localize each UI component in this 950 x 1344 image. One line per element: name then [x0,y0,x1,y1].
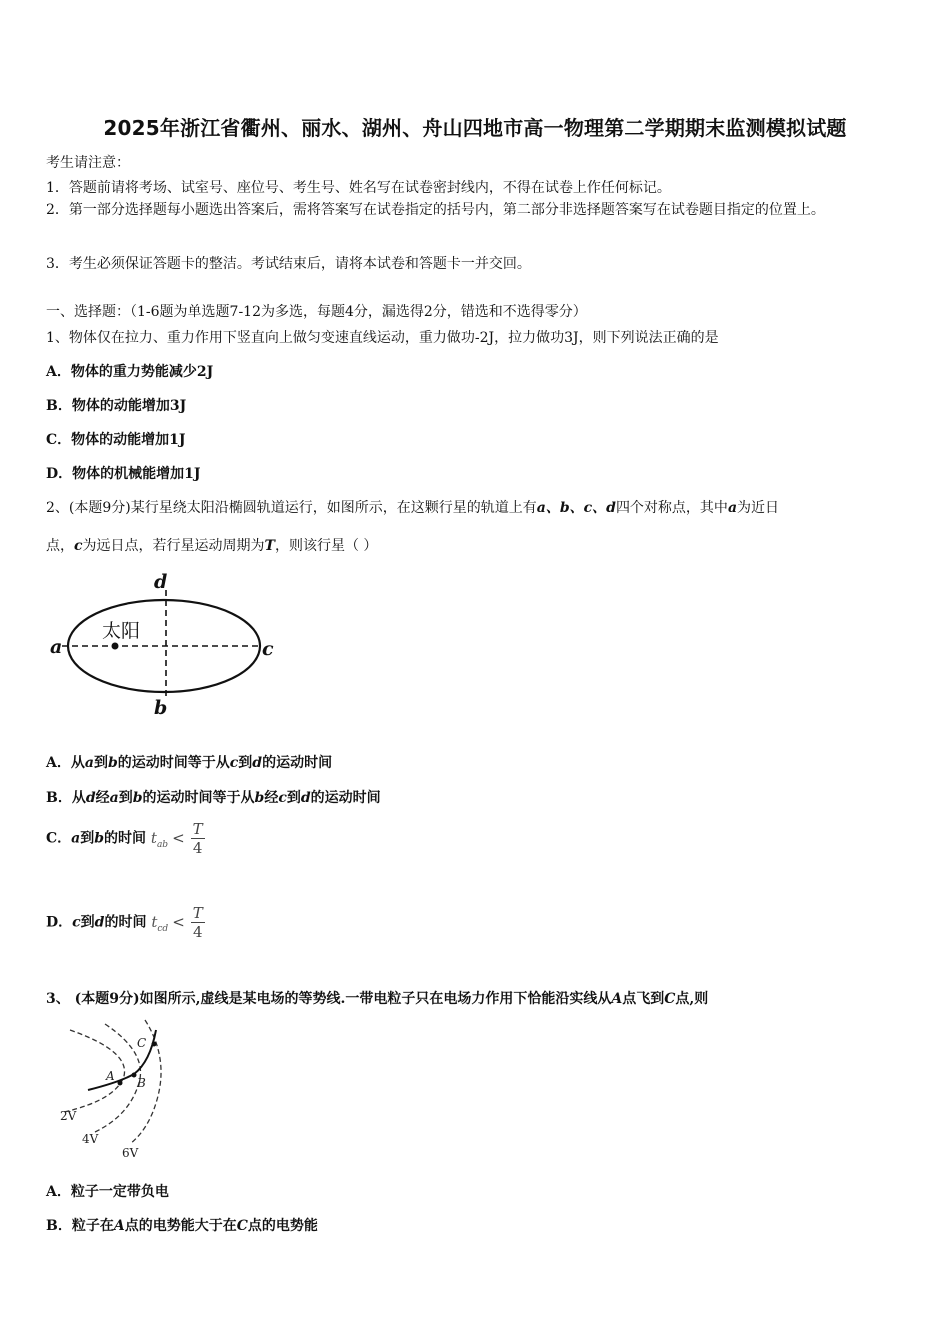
notice-item-2: 2．第一部分选择题每小题选出答案后，需将答案写在试卷指定的括号内，第二部分非选择题答案写在试卷题目指定的位置上。 [46,202,825,218]
q2-stem-text: ，则该行星（ ） [274,538,378,554]
q1-stem: 1、物体仅在拉力、重力作用下竖直向上做匀变速直线运动，重力做功-2J，拉力做功3J，则下列说法正确的是 [46,330,719,346]
q2-point-a: a [727,500,738,516]
label-C: C [137,1036,147,1050]
label-2v: 2V [60,1109,77,1123]
q2-stem-text: 为近日 [737,500,780,516]
point-b [132,1073,137,1078]
q3-option-b: B．粒子在A点的电势能大于在C点的电势能 [46,1218,318,1234]
sun-dot [112,643,119,650]
fraction-t-over-4: $\frac{T}{4}$ [192,820,203,857]
label-c: c [262,638,274,660]
label-6v: 6V [122,1146,139,1160]
label-4v: 4V [82,1132,99,1146]
label-d: d [154,571,168,593]
notice-item-3: 3．考生必须保证答题卡的整洁。考试结束后，请将本试卷和答题卡一并交回。 [46,256,531,272]
q2-option-d: D．c到d的时间 $t_{cd}$ < $\frac{T}{4}$ [46,904,203,941]
q2-option-c: C．a到b的时间 $t_{ab}$ < $\frac{T}{4}$ [46,820,203,857]
q1-option-c: C．物体的动能增加1J [46,432,186,448]
label-a: a [50,636,63,658]
equipotential-4v [95,1024,141,1132]
time-symbol-ab: $t_{ab}$ [150,828,169,850]
q2-option-b: B．从d经a到b的运动时间等于从b经c到d的运动时间 [46,790,381,806]
q1-option-b: B．物体的动能增加3J [46,398,187,414]
sun-label: 太阳 [102,620,141,642]
q1-option-d: D．物体的机械能增加1J [46,466,201,482]
field-diagram [50,1016,180,1166]
point-c [152,1042,157,1047]
q2-stem-line2 [46,535,377,555]
notice-item-1: 1．答题前请将考场、试室号、座位号、考生号、姓名写在试卷密封线内，不得在试卷上作任何标记。 [46,180,671,196]
page-title: 2025年浙江省衢州、丽水、湖州、舟山四地市高一物理第二学期期末监测模拟试题 [103,116,847,140]
notice-header: 考生请注意： [46,155,130,171]
q2-point-c: c [74,538,83,554]
fraction-t-over-4: $\frac{T}{4}$ [192,904,203,941]
point-a [118,1081,123,1086]
orbit-diagram [40,566,290,726]
equipotential-2v [64,1030,125,1112]
q3-stem: 3、 (本题9分)如图所示,虚线是某电场的等势线.一带电粒子只在电场力作用下恰能沿实线从A点飞到C点,则 [46,991,709,1007]
q2-stem-line1 [46,497,779,517]
q2-stem-text: 四个对称点，其中 [615,500,728,516]
q2-option-a: A．从a到b的运动时间等于从c到d的运动时间 [46,755,333,771]
section-heading: 一、选择题：（1-6题为单选题7-12为多选，每题4分，漏选得2分，错选和不选得零分） [46,304,587,320]
label-b: b [154,697,168,719]
q2-period: T [264,538,275,554]
q2-points: a、b、c、d [536,500,616,516]
label-A: A [106,1069,115,1083]
q1-option-a: A．物体的重力势能减少2J [46,364,214,380]
label-B: B [137,1076,146,1090]
q2-stem-text: 2、(本题9分)某行星绕太阳沿椭圆轨道运行，如图所示，在这颗行星的轨道上有 [46,500,537,516]
q3-option-a: A．粒子一定带负电 [46,1184,169,1200]
time-symbol-cd: $t_{cd}$ [151,912,169,934]
q2-stem-text: 为远日点，若行星运动周期为 [82,538,265,554]
q2-stem-text: 点， [46,538,74,554]
